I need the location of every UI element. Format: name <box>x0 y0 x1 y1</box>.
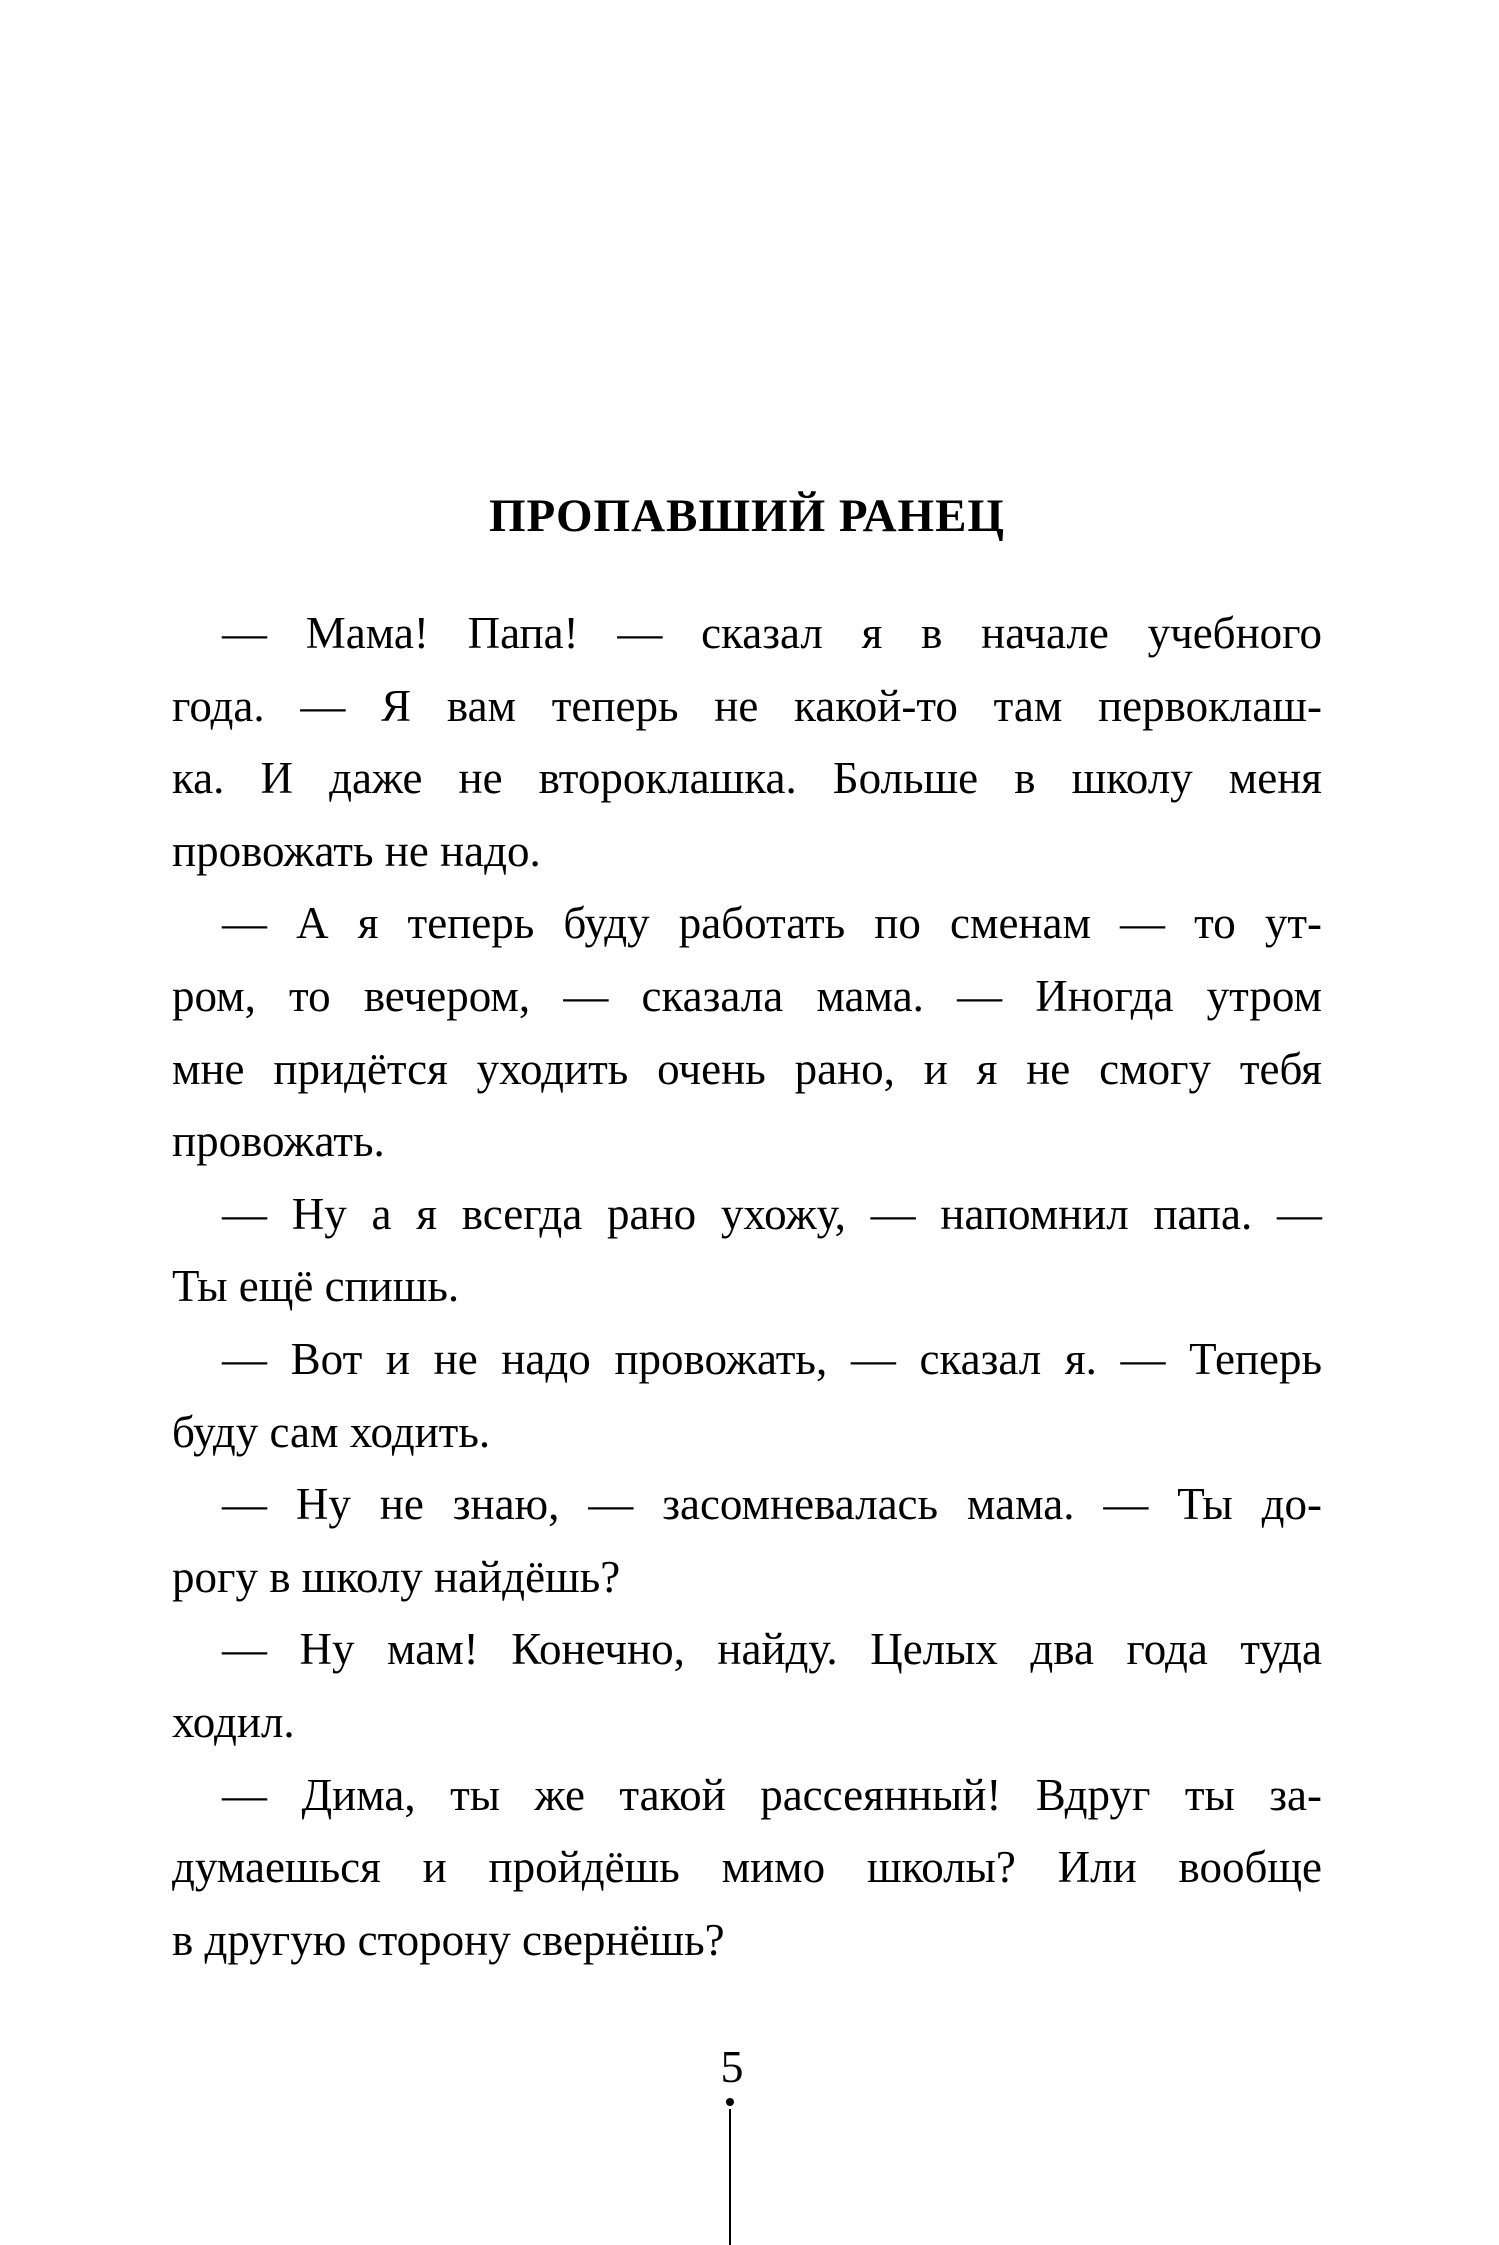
text-line: — Ну мам! Конечно, найду. Целых два года туда <box>222 1624 1322 1675</box>
text-line: провожать не надо. <box>172 825 541 876</box>
text-line: в другую сторону свернёшь? <box>172 1914 725 1965</box>
text-line: мне придётся уходить очень рано, и я не смогу тебя <box>172 1043 1322 1094</box>
text-line: рогу в школу найдёшь? <box>172 1551 621 1602</box>
text-line: — Ну не знаю, — засомневалась мама. — Ты до- <box>222 1479 1322 1530</box>
text-line: ходил. <box>172 1696 295 1747</box>
text-line: ром, то вечером, — сказала мама. — Иногда утром <box>172 970 1322 1021</box>
text-line: — Вот и не надо провожать, — сказал я. — Теперь <box>222 1333 1322 1384</box>
text-line: года. — Я вам теперь не какой-то там первоклаш- <box>172 680 1322 731</box>
story-text <box>172 597 1322 1976</box>
footer-rule-ornament <box>729 2109 731 2245</box>
page-number: 5 <box>720 2041 744 2092</box>
text-line: думаешься и пройдёшь мимо школы? Или вообще <box>172 1842 1322 1893</box>
text-line: — Дима, ты же такой рассеянный! Вдруг ты за- <box>222 1769 1322 1820</box>
footer-dot-ornament <box>726 2098 734 2106</box>
text-line: буду сам ходить. <box>172 1406 491 1457</box>
text-line: — А я теперь буду работать по сменам — то ут- <box>222 898 1322 949</box>
text-line: провожать. <box>172 1116 385 1167</box>
text-line: — Мама! Папа! — сказал я в начале учебного <box>222 608 1322 658</box>
text-line: Ты ещё спишь. <box>172 1261 460 1312</box>
chapter-title: ПРОПАВШИЙ РАНЕЦ <box>489 490 1005 542</box>
text-line: — Ну а я всегда рано ухожу, — напомнил папа. — <box>222 1188 1322 1239</box>
text-line: ка. И даже не второклашка. Больше в школу меня <box>172 753 1322 804</box>
